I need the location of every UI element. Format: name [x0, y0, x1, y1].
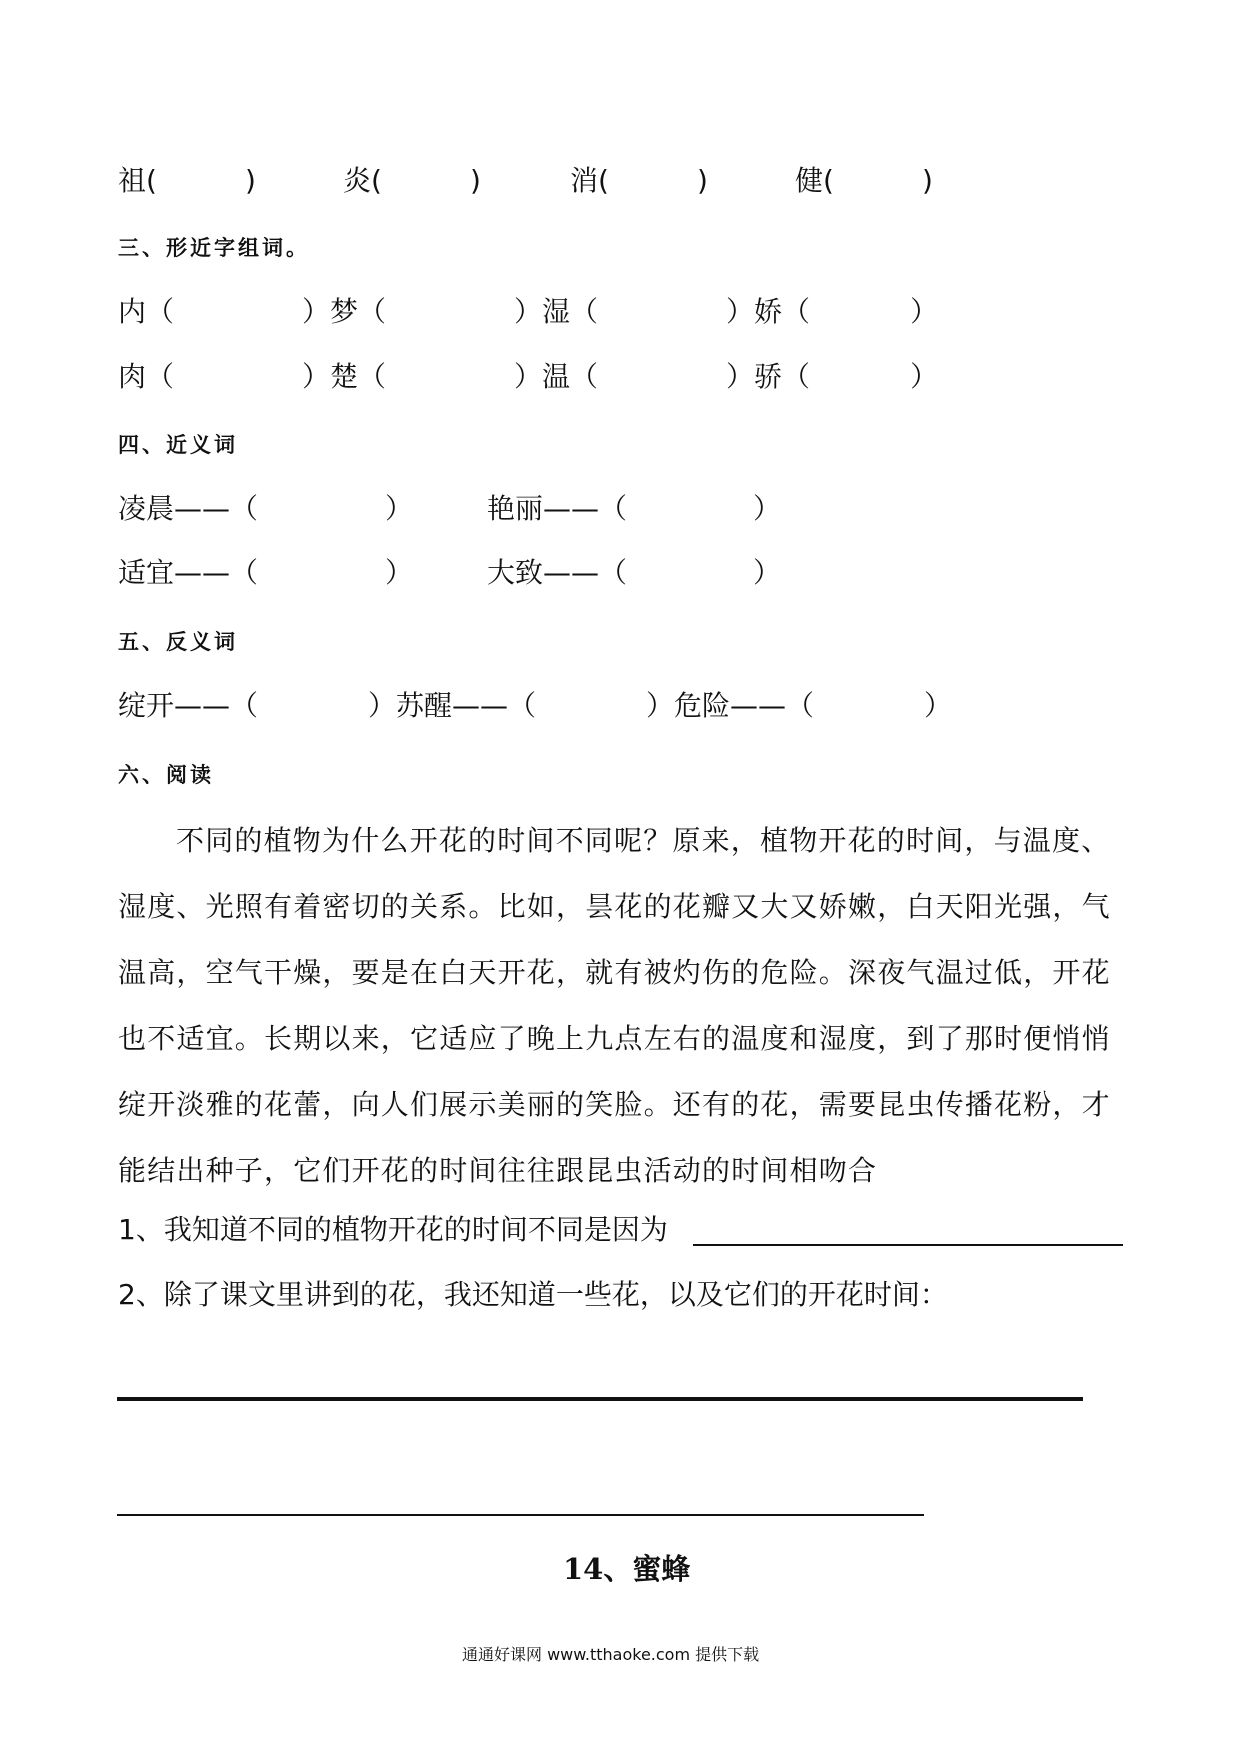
synonym-dazhi: 大致——（ [487, 556, 628, 589]
answer-blank-zu[interactable]: ) [245, 164, 256, 197]
word-wen: ）温（ [514, 360, 599, 393]
close-paren: ） [910, 360, 939, 393]
synonym-yanli: 艳丽——（ [487, 492, 628, 525]
passage-line: 也不适宜。长期以来，它适应了晚上九点左右的温度和湿度，到了那时便悄悄 [118, 1022, 1111, 1055]
section-heading-3: 三、形近字组词。 [118, 236, 310, 260]
word-jiao2: ）骄（ [726, 360, 811, 393]
word-shi: ）湿（ [514, 295, 599, 328]
word-nei: 内（ [118, 295, 175, 328]
answer-line-q2[interactable] [117, 1397, 1083, 1401]
char-row-yan: 炎( [343, 164, 382, 197]
passage-line: 不同的植物为什么开花的时间不同呢？原来，植物开花的时间，与温度、 [176, 824, 1111, 857]
passage-line: 湿度、光照有着密切的关系。比如，昙花的花瓣又大又娇嫩，白天阳光强，气 [118, 890, 1111, 923]
section-heading-6: 六、阅读 [118, 763, 214, 787]
question-1: 1、我知道不同的植物开花的时间不同是因为 [118, 1213, 668, 1246]
antonym-row [118, 686, 952, 726]
passage-line: 温高，空气干燥，要是在白天开花，就有被灼伤的危险。深夜气温过低，开花 [118, 956, 1111, 989]
section-heading-5: 五、反义词 [118, 630, 238, 654]
divider-line [117, 1514, 924, 1516]
close-paren: ） [910, 295, 939, 328]
answer-blank-yan[interactable]: ) [470, 164, 481, 197]
passage-line: 绽开淡雅的花蕾，向人们展示美丽的笑脸。还有的花，需要昆虫传播花粉，才 [118, 1088, 1111, 1121]
lesson-title: 14、蜜蜂 [563, 1552, 691, 1586]
answer-blank-xiao[interactable]: ) [697, 164, 708, 197]
antonym-zhankai: 绽开——（ [118, 689, 259, 722]
word-meng: ）梦（ [302, 295, 387, 328]
synonym-blank-close: ） [385, 556, 414, 589]
similar-chars-row-2 [118, 357, 938, 397]
char-row-jian: 健( [795, 164, 834, 197]
answer-blank-jian[interactable]: ) [922, 164, 933, 197]
synonym-linchen: 凌晨——（ [118, 492, 259, 525]
synonym-blank-close: ） [385, 492, 414, 525]
word-rou: 肉（ [118, 360, 175, 393]
question-2: 2、除了课文里讲到的花，我还知道一些花，以及它们的开花时间： [118, 1278, 948, 1311]
section-heading-4: 四、近义词 [118, 433, 238, 457]
footer-text: 通通好课网 www.tthaoke.com 提供下载 [462, 1645, 760, 1664]
reading-passage [118, 808, 1128, 1204]
synonym-blank-close: ） [753, 492, 782, 525]
word-jiao: ）娇（ [726, 295, 811, 328]
close-paren: ） [924, 689, 953, 722]
answer-line-q1[interactable] [693, 1244, 1123, 1246]
word-chu: ）楚（ [302, 360, 387, 393]
antonym-weixian: ）危险——（ [646, 689, 815, 722]
synonym-shiyi: 适宜——（ [118, 556, 259, 589]
synonym-blank-close: ） [753, 556, 782, 589]
char-row-zu: 祖( [118, 164, 157, 197]
similar-chars-row-1 [118, 292, 938, 332]
antonym-suxing: ）苏醒——（ [368, 689, 537, 722]
passage-line: 能结出种子，它们开花的时间往往跟昆虫活动的时间相吻合 [118, 1154, 878, 1187]
char-row-xiao: 消( [570, 164, 609, 197]
